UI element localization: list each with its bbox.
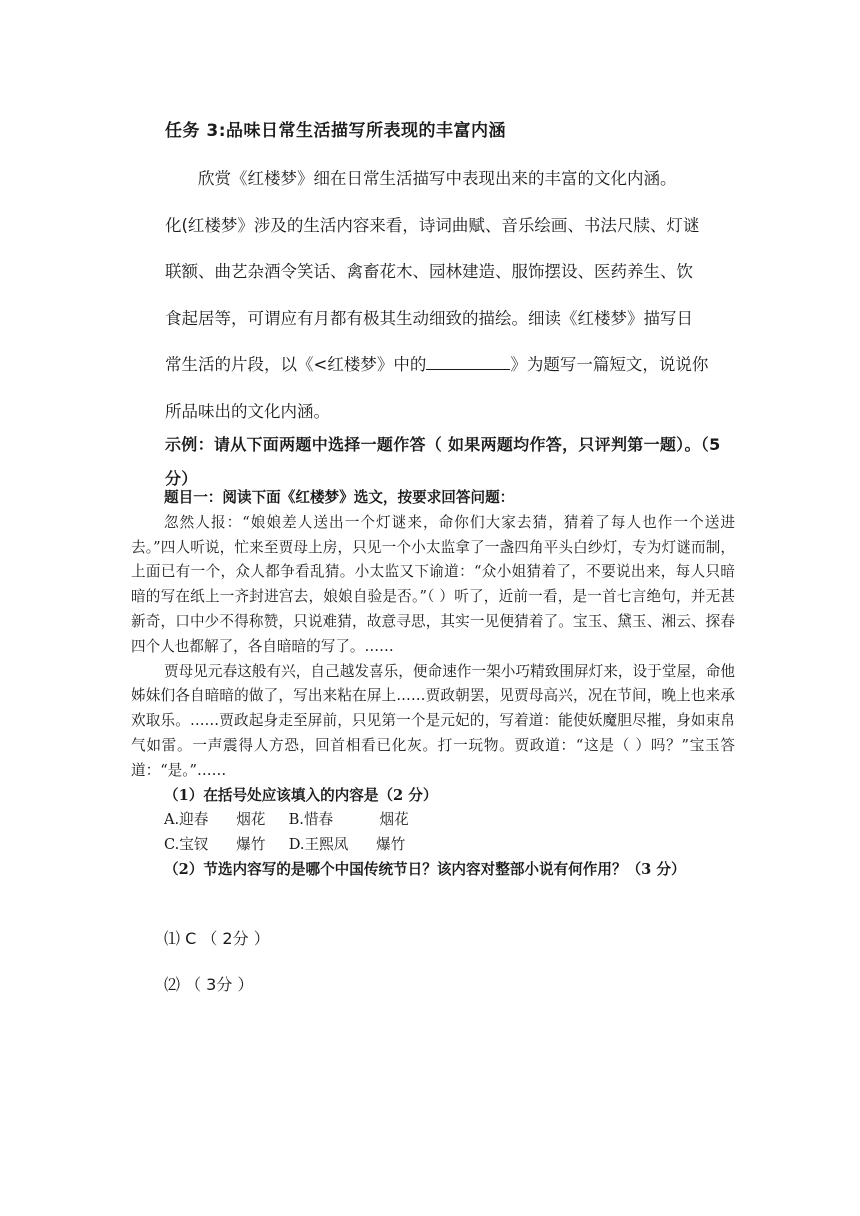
question-1: （1）在括号处应该填入的内容是（2 分） [164,786,438,804]
options-row: A.迎春 烟花 B.惜春 烟花 [164,811,409,829]
question-2: （2）节选内容写的是哪个中国传统节日？该内容对整部小说有何作用？（3 分） [164,860,686,878]
intro-line-end: 》为题写一篇短文，说说你 [510,355,709,374]
example-instruction: 示例：请从下面两题中选择一题作答（ 如果两题均作答，只评判第一题）。（5 分） [165,435,721,488]
intro-line-with-blank [165,342,735,389]
intro-line: 食起居等，可谓应有月都有极其生动细致的描绘。细读《红楼梦》描写日 [165,308,693,328]
intro-line: 所品味出的文化内涵。 [165,401,330,421]
fill-blank [426,355,510,370]
intro-paragraph [165,156,735,435]
intro-line: 欣赏《红楼梦》细在日常生活描写中表现出来的丰富的文化内涵。 [198,169,677,188]
intro-line: 化(红楼梦》涉及的生活内容来看，诗词曲赋、音乐绘画、书法尺牍、灯谜 [165,215,700,235]
answer-1: ⑴ C （ 2分 ） [164,929,270,948]
excerpt-paragraph: 忽然人报：“娘娘差人送出一个灯谜来，命你们大家去猜，猜着了每人也作一个送进去。”四人听说，忙来至贾母上房，只见一个小太监拿了一盏四角平头白纱灯，专为灯谜而制，上面已有一个，众人都争看乱猜。小太监又下谕道：“众小姐猜着了，不要说出来，每人只暗暗的写在纸上一齐封进宫去，娘娘自验是否。”（ ）听了，近前一看，是一首七言绝句，并无甚新奇，口中少不得称赞，只说难猜，故意寻思，其实一见便猜着了。宝玉、黛玉、湘云、探春四个人也都解了，各自暗暗的写了。…… [131,513,735,655]
excerpt-paragraph: 贾母见元春这般有兴，自己越发喜乐，便命速作一架小巧精致围屏灯来，设于堂屋，命他姊妹们各自暗暗的做了，写出来粘在屏上……贾政朝罢，见贾母高兴，况在节间，晚上也来承欢取乐。……贾政起身走至屏前，只见第一个是元妃的，写着道：能使妖魔胆尽摧，身如束帛气如雷。一声震得人方恐，回首相看已化灰。打一玩物。贾政道：“这是（ ）吗？”宝玉答道：“是。”…… [131,662,735,779]
question-block [131,486,735,883]
intro-line-start: 常生活的片段，以《<红楼梦》中的 [165,355,427,374]
question-heading: 题目一：阅读下面《红楼梦》选文，按要求回答问题： [164,489,515,506]
intro-line: 联额、曲艺杂酒令笑话、禽畜花木、园林建造、服饰摆设、医药养生、饮 [165,262,693,281]
options-row: C.宝钗 爆竹 D.王熙凤 爆竹 [164,836,406,854]
task-title: 任务 3:品味日常生活描写所表现的丰富内涵 [165,121,507,141]
answer-2: ⑵ （ 3分 ） [164,975,254,994]
